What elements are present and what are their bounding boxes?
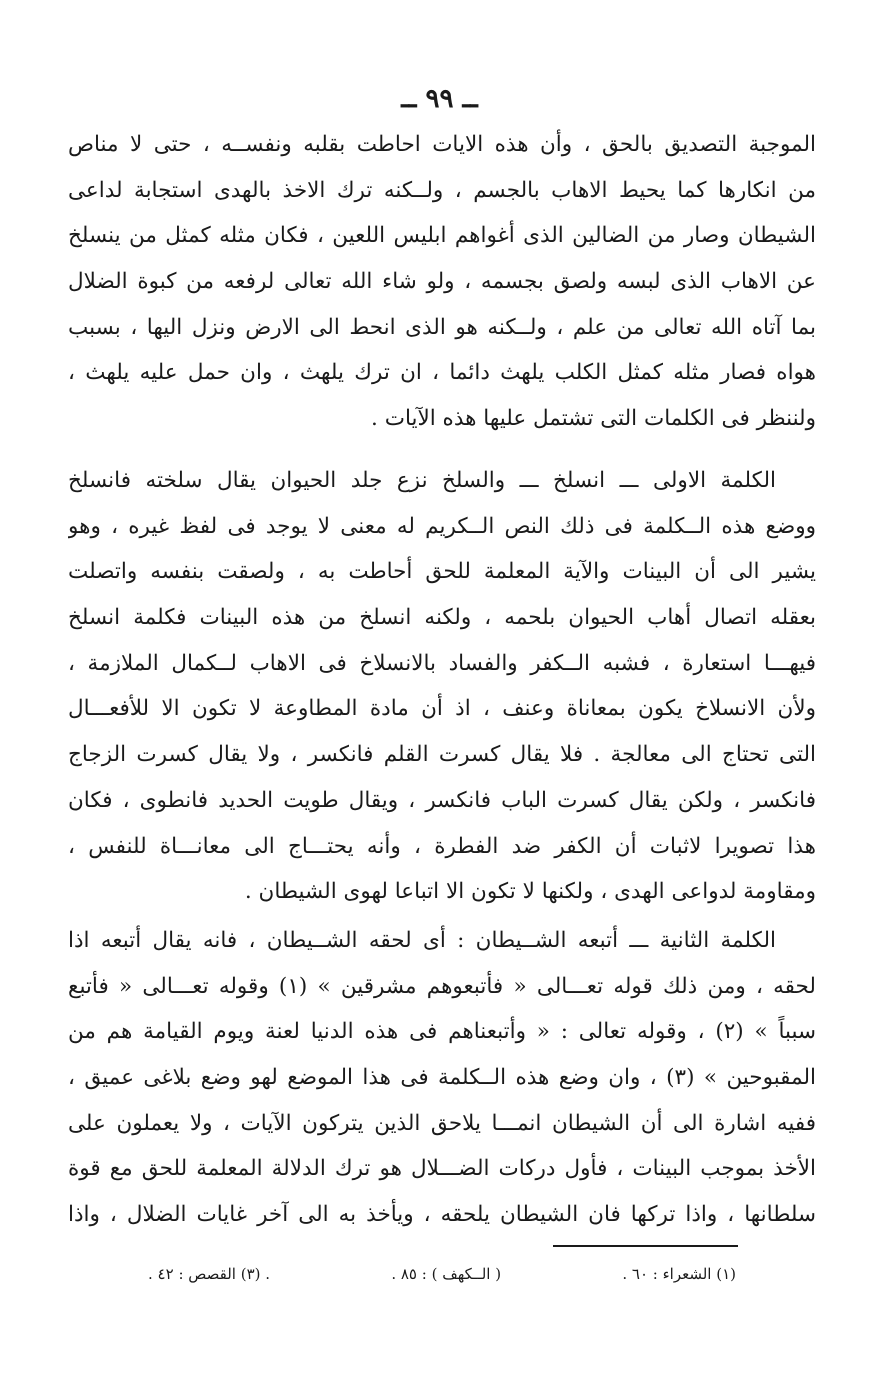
text-line: هواه فصار مثله كمثل الكلب يلهث دائما ، ان ترك يلهث ، وان حمل عليه يلهث ، — [68, 360, 816, 386]
footnote-1: (١) الشعراء : ٦٠ . — [622, 1265, 736, 1283]
paragraph-2 — [68, 458, 816, 915]
text-line: سبباً » (٢) ، وقوله تعالى : « وأتبعناهم فى هذه الدنيا لعنة ويوم القيامة هم من — [68, 1019, 816, 1045]
text-line: ولأن الانسلاخ يكون بمعاناة وعنف ، اذ أن مادة المطاوعة لا تكون الا للأفعـــال — [68, 696, 816, 722]
paragraph-3 — [68, 918, 816, 1238]
text-line: ومقاومة لدواعى الهدى ، ولكنها لا تكون الا اتباعا لهوى الشيطان . — [244, 879, 816, 905]
text-line: الكلمة الثانية ـــ أتبعه الشــيطان : أى لحقه الشــيطان ، فانه يقال أتبعه اذا — [68, 928, 776, 953]
text-line: سلطانها ، واذا تركها فان الشيطان يلحقه ، ويأخذ به الى آخر غايات الضلال ، واذا — [68, 1202, 816, 1228]
text-line: بعقله اتصال أهاب الحيوان بلحمه ، ولكنه انسلخ من هذه البينات فكلمة انسلخ — [68, 605, 816, 631]
footnote-3: . (٣) القصص : ٤٢ . — [148, 1265, 271, 1283]
text-line: بما آتاه الله تعالى من علم ، ولــكنه هو الذى انحط الى الارض ونزل اليها ، بسبب — [68, 314, 816, 340]
footnote-2: ( الــكهف ) : ٨٥ . — [391, 1265, 502, 1283]
footnote-divider — [553, 1245, 738, 1247]
paragraph-1 — [68, 122, 816, 442]
text-line: من انكارها كما يحيط الاهاب بالجسم ، ولــكنه ترك الاخذ بالهدى استجابة لداعى — [68, 177, 816, 203]
text-line: ولننظر فى الكلمات التى تشتمل عليها هذه الآيات . — [371, 406, 816, 432]
text-line: ففيه اشارة الى أن الشيطان انمـــا يلاحق الذين يتركون الآيات ، ولا يعملون على — [68, 1110, 816, 1136]
text-line: المقبوحين » (٣) ، وان وضع هذه الــكلمة فى هذا الموضع لهو وضع بلاغى عميق ، — [68, 1065, 816, 1091]
text-line: عن الاهاب الذى لبسه ولصق بجسمه ، ولو شاء الله تعالى لرفعه من كبوة الضلال — [68, 269, 816, 295]
page-number: ــ ٩٩ ــ — [401, 84, 478, 114]
text-line: الكلمة الاولى ـــ انسلخ ـــ والسلخ نزع جلد الحيوان يقال سلخته فانسلخ — [68, 468, 776, 493]
footnotes — [148, 1262, 736, 1286]
text-line: الموجبة التصديق بالحق ، وأن هذه الايات احاطت بقلبه ونفســه ، حتى لا مناص — [68, 132, 816, 157]
text-line: يشير الى أن البينات والآية المعلمة للحق أحاطت به ، ولصقت بنفسه واتصلت — [68, 559, 816, 585]
text-line: فانكسر ، ولكن يقال كسرت الباب فانكسر ، ويقال طويت الحديد فانطوى ، فكان — [68, 787, 816, 813]
text-line: الأخذ بموجب البينات ، فأول دركات الضـــلال هو ترك الدلالة المعلمة للحق مع قوة — [68, 1156, 816, 1182]
text-line: فيهـــا استعارة ، فشبه الــكفر والفساد بالانسلاخ فى الاهاب لــكمال الملازمة ، — [68, 650, 816, 676]
text-line: هذا تصويرا لاثبات أن الكفر ضد الفطرة ، وأنه يحتـــاج الى معانـــاة للنفس ، — [68, 833, 816, 859]
text-line: ووضع هذه الــكلمة فى ذلك النص الــكريم له معنى لا يوجد فى لفظ غيره ، وهو — [68, 513, 816, 539]
text-line: الشيطان وصار من الضالين الذى أغواهم ابليس اللعين ، فكان مثله كمثل من ينسلخ — [68, 223, 816, 249]
text-line: التى تحتاج الى معالجة . فلا يقال كسرت القلم فانكسر ، ولا يقال كسرت الزجاج — [68, 742, 816, 768]
text-line: لحقه ، ومن ذلك قوله تعـــالى « فأتبعوهم مشرقين » (١) وقوله تعـــالى « فأتبع — [68, 973, 816, 999]
